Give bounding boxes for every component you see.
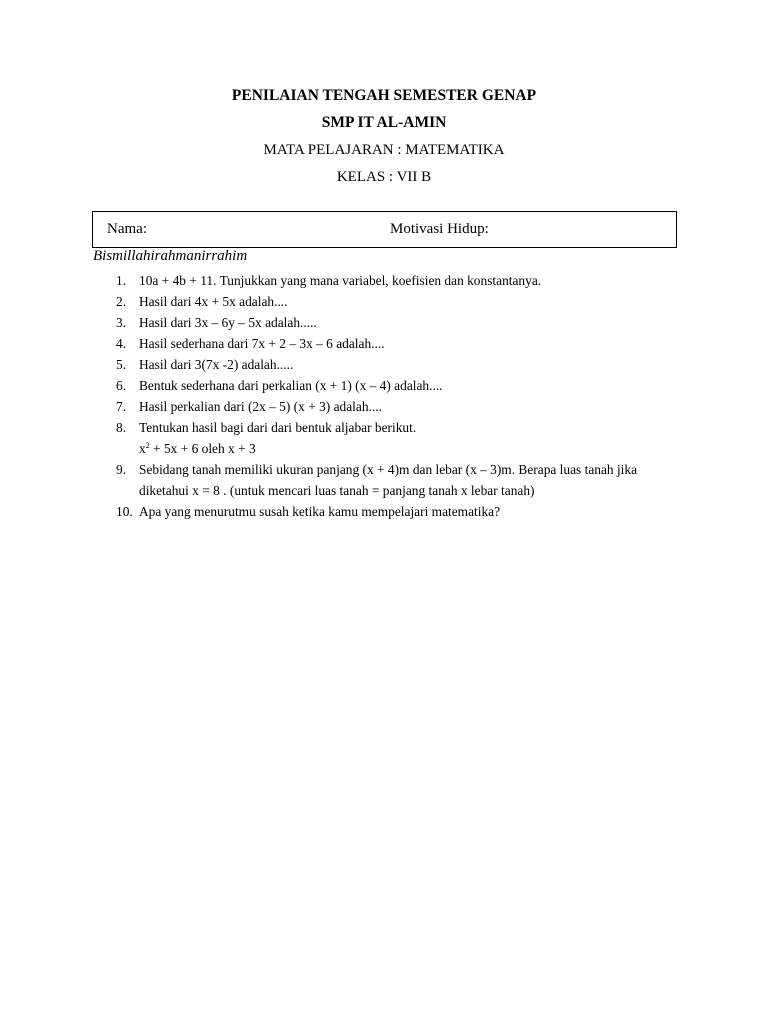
question-text: Tentukan hasil bagi dari dari bentuk aljabar berikut. (139, 420, 417, 435)
question-text: Bentuk sederhana dari perkalian (x + 1) (x – 4) adalah.... (139, 378, 443, 393)
question-item (0, 417, 768, 459)
subject-line: MATA PELAJARAN : MATEMATIKA (263, 142, 505, 158)
school-name: SMP IT AL-AMIN (321, 114, 447, 131)
question-text: Hasil dari 3x – 6y – 5x adalah..... (139, 315, 317, 330)
expression-base: x (139, 441, 146, 456)
question-text: Apa yang menurutmu susah ketika kamu mempelajari matematika? (139, 504, 501, 519)
question-item (0, 354, 768, 375)
motto-label: Motivasi Hidup: (390, 221, 489, 237)
class-line: KELAS : VII B (336, 169, 432, 185)
expression-exponent: 2 (145, 441, 150, 450)
question-text: Hasil dari 4x + 5x adalah.... (139, 294, 288, 309)
name-label: Nama: (107, 221, 147, 237)
question-number: 6. (116, 378, 127, 393)
question-text: 10a + 4b + 11. Tunjukkan yang mana variabel, koefisien dan konstantanya. (139, 273, 542, 288)
question-item (0, 312, 768, 333)
question-item (0, 333, 768, 354)
question-text: Hasil perkalian dari (2x – 5) (x + 3) adalah.... (139, 399, 382, 414)
question-number: 8. (116, 420, 127, 435)
question-number: 10. (116, 504, 133, 519)
question-list (0, 270, 768, 522)
question-item (0, 270, 768, 291)
question-number: 9. (116, 462, 127, 477)
question-number: 4. (116, 336, 127, 351)
question-item (0, 501, 768, 522)
question-text: Hasil sederhana dari 7x + 2 – 3x – 6 adalah.... (139, 336, 385, 351)
question-expression (139, 438, 768, 459)
question-number: 3. (116, 315, 127, 330)
question-item (0, 396, 768, 417)
question-number: 1. (116, 273, 127, 288)
question-number: 5. (116, 357, 127, 372)
question-item (0, 291, 768, 312)
student-info-box (92, 211, 677, 248)
opening-phrase: Bismillahirahmanirrahim (93, 248, 248, 264)
question-item (0, 375, 768, 396)
question-text: Hasil dari 3(7x -2) adalah..... (139, 357, 294, 372)
expression-rest: + 5x + 6 oleh x + 3 (149, 441, 256, 456)
question-item (0, 459, 768, 501)
exam-header (0, 86, 768, 194)
question-number: 2. (116, 294, 127, 309)
question-number: 7. (116, 399, 127, 414)
question-text: Sebidang tanah memiliki ukuran panjang (x + 4)m dan lebar (x – 3)m. Berapa luas tanah jika diketahui x = 8 . (untuk mencari luas tanah = panjang tanah x lebar tanah) (139, 462, 638, 498)
exam-title: PENILAIAN TENGAH SEMESTER GENAP (231, 87, 537, 104)
